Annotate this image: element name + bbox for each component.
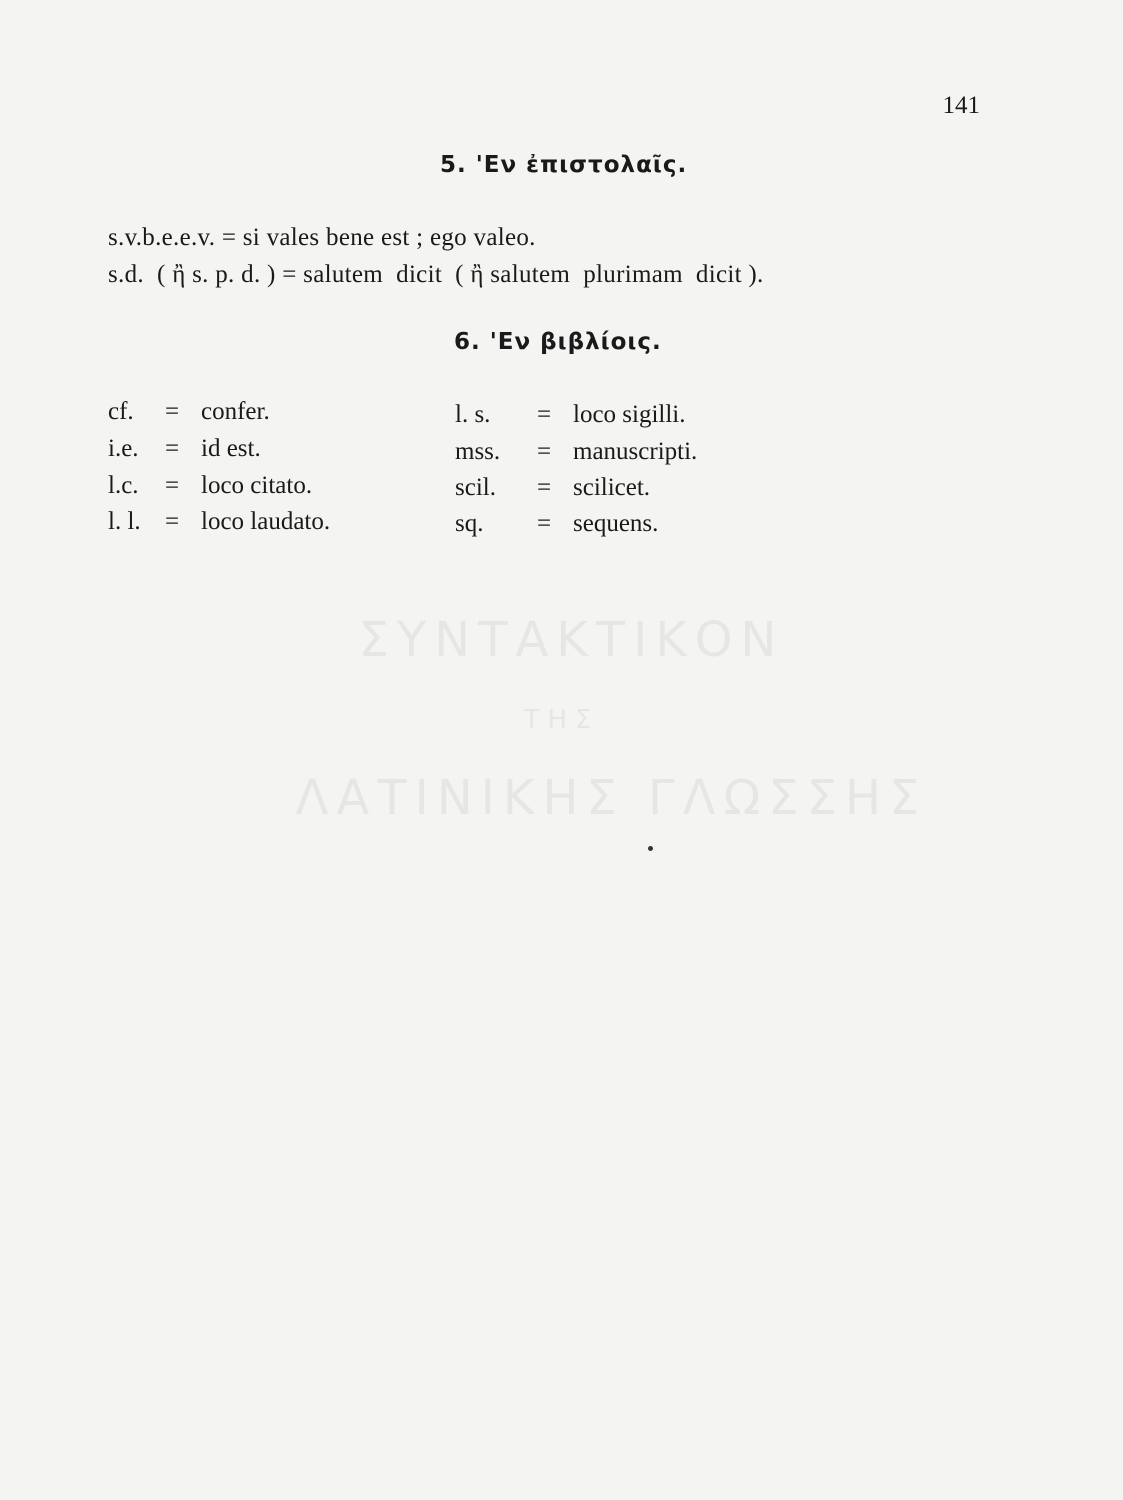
abbreviation-entry <box>455 438 697 466</box>
meaning: sequens. <box>573 510 659 537</box>
equals-sign: = <box>537 438 552 465</box>
abbreviation: i.e. <box>108 435 139 462</box>
meaning: scilicet. <box>573 474 651 501</box>
bleed-through-title-2: ΛΑΤΙΝΙΚΗΣ ΓΛΩΣΣΗΣ <box>295 770 928 826</box>
abbreviation-entry <box>108 508 330 536</box>
abbreviation: mss. <box>455 438 501 465</box>
section-5-line-1: s.v.b.e.e.v. = si vales bene est ; ego valeo. <box>108 224 536 251</box>
equals-sign: = <box>165 472 180 499</box>
equals-sign: = <box>537 474 552 501</box>
meaning: loco citato. <box>201 472 313 499</box>
bleed-through-title: ΣΥΝΤΑΚΤΙΚΟΝ <box>358 612 785 668</box>
meaning: confer. <box>201 398 270 425</box>
abbreviation-entry <box>455 474 650 502</box>
abbreviation-entry <box>108 398 270 426</box>
abbreviation: cf. <box>108 398 134 425</box>
meaning: id est. <box>201 435 261 462</box>
equals-sign: = <box>537 510 552 537</box>
abbreviation-entry <box>455 510 658 538</box>
equals-sign: = <box>165 435 180 462</box>
section-5-line-2: s.d. ( ἢ s. p. d. ) = salutem dicit ( ἢ salutem plurimam dicit ). <box>108 261 764 288</box>
equals-sign: = <box>165 508 180 535</box>
abbreviation: scil. <box>455 474 496 501</box>
equals-sign: = <box>537 401 552 428</box>
equals-sign: = <box>165 398 180 425</box>
abbreviation-entry <box>108 435 261 463</box>
abbreviation: sq. <box>455 510 484 537</box>
bleed-through-subtitle: ΤΗΣ <box>523 705 600 735</box>
meaning: loco laudato. <box>201 508 331 535</box>
abbreviation-entry <box>455 401 686 429</box>
section-5-heading: 5. 'Εν ἐπιστολαῖς. <box>440 152 688 178</box>
page-number: 141 <box>942 92 980 119</box>
section-6-heading: 6. 'Εν βιβλίοις. <box>454 329 662 355</box>
abbreviation-entry <box>108 472 312 500</box>
abbreviation: l. s. <box>455 401 491 428</box>
meaning: manuscripti. <box>573 438 698 465</box>
abbreviation: l. l. <box>108 508 141 535</box>
meaning: loco sigilli. <box>573 401 686 428</box>
ink-speck <box>648 846 653 851</box>
abbreviation: l.c. <box>108 472 139 499</box>
